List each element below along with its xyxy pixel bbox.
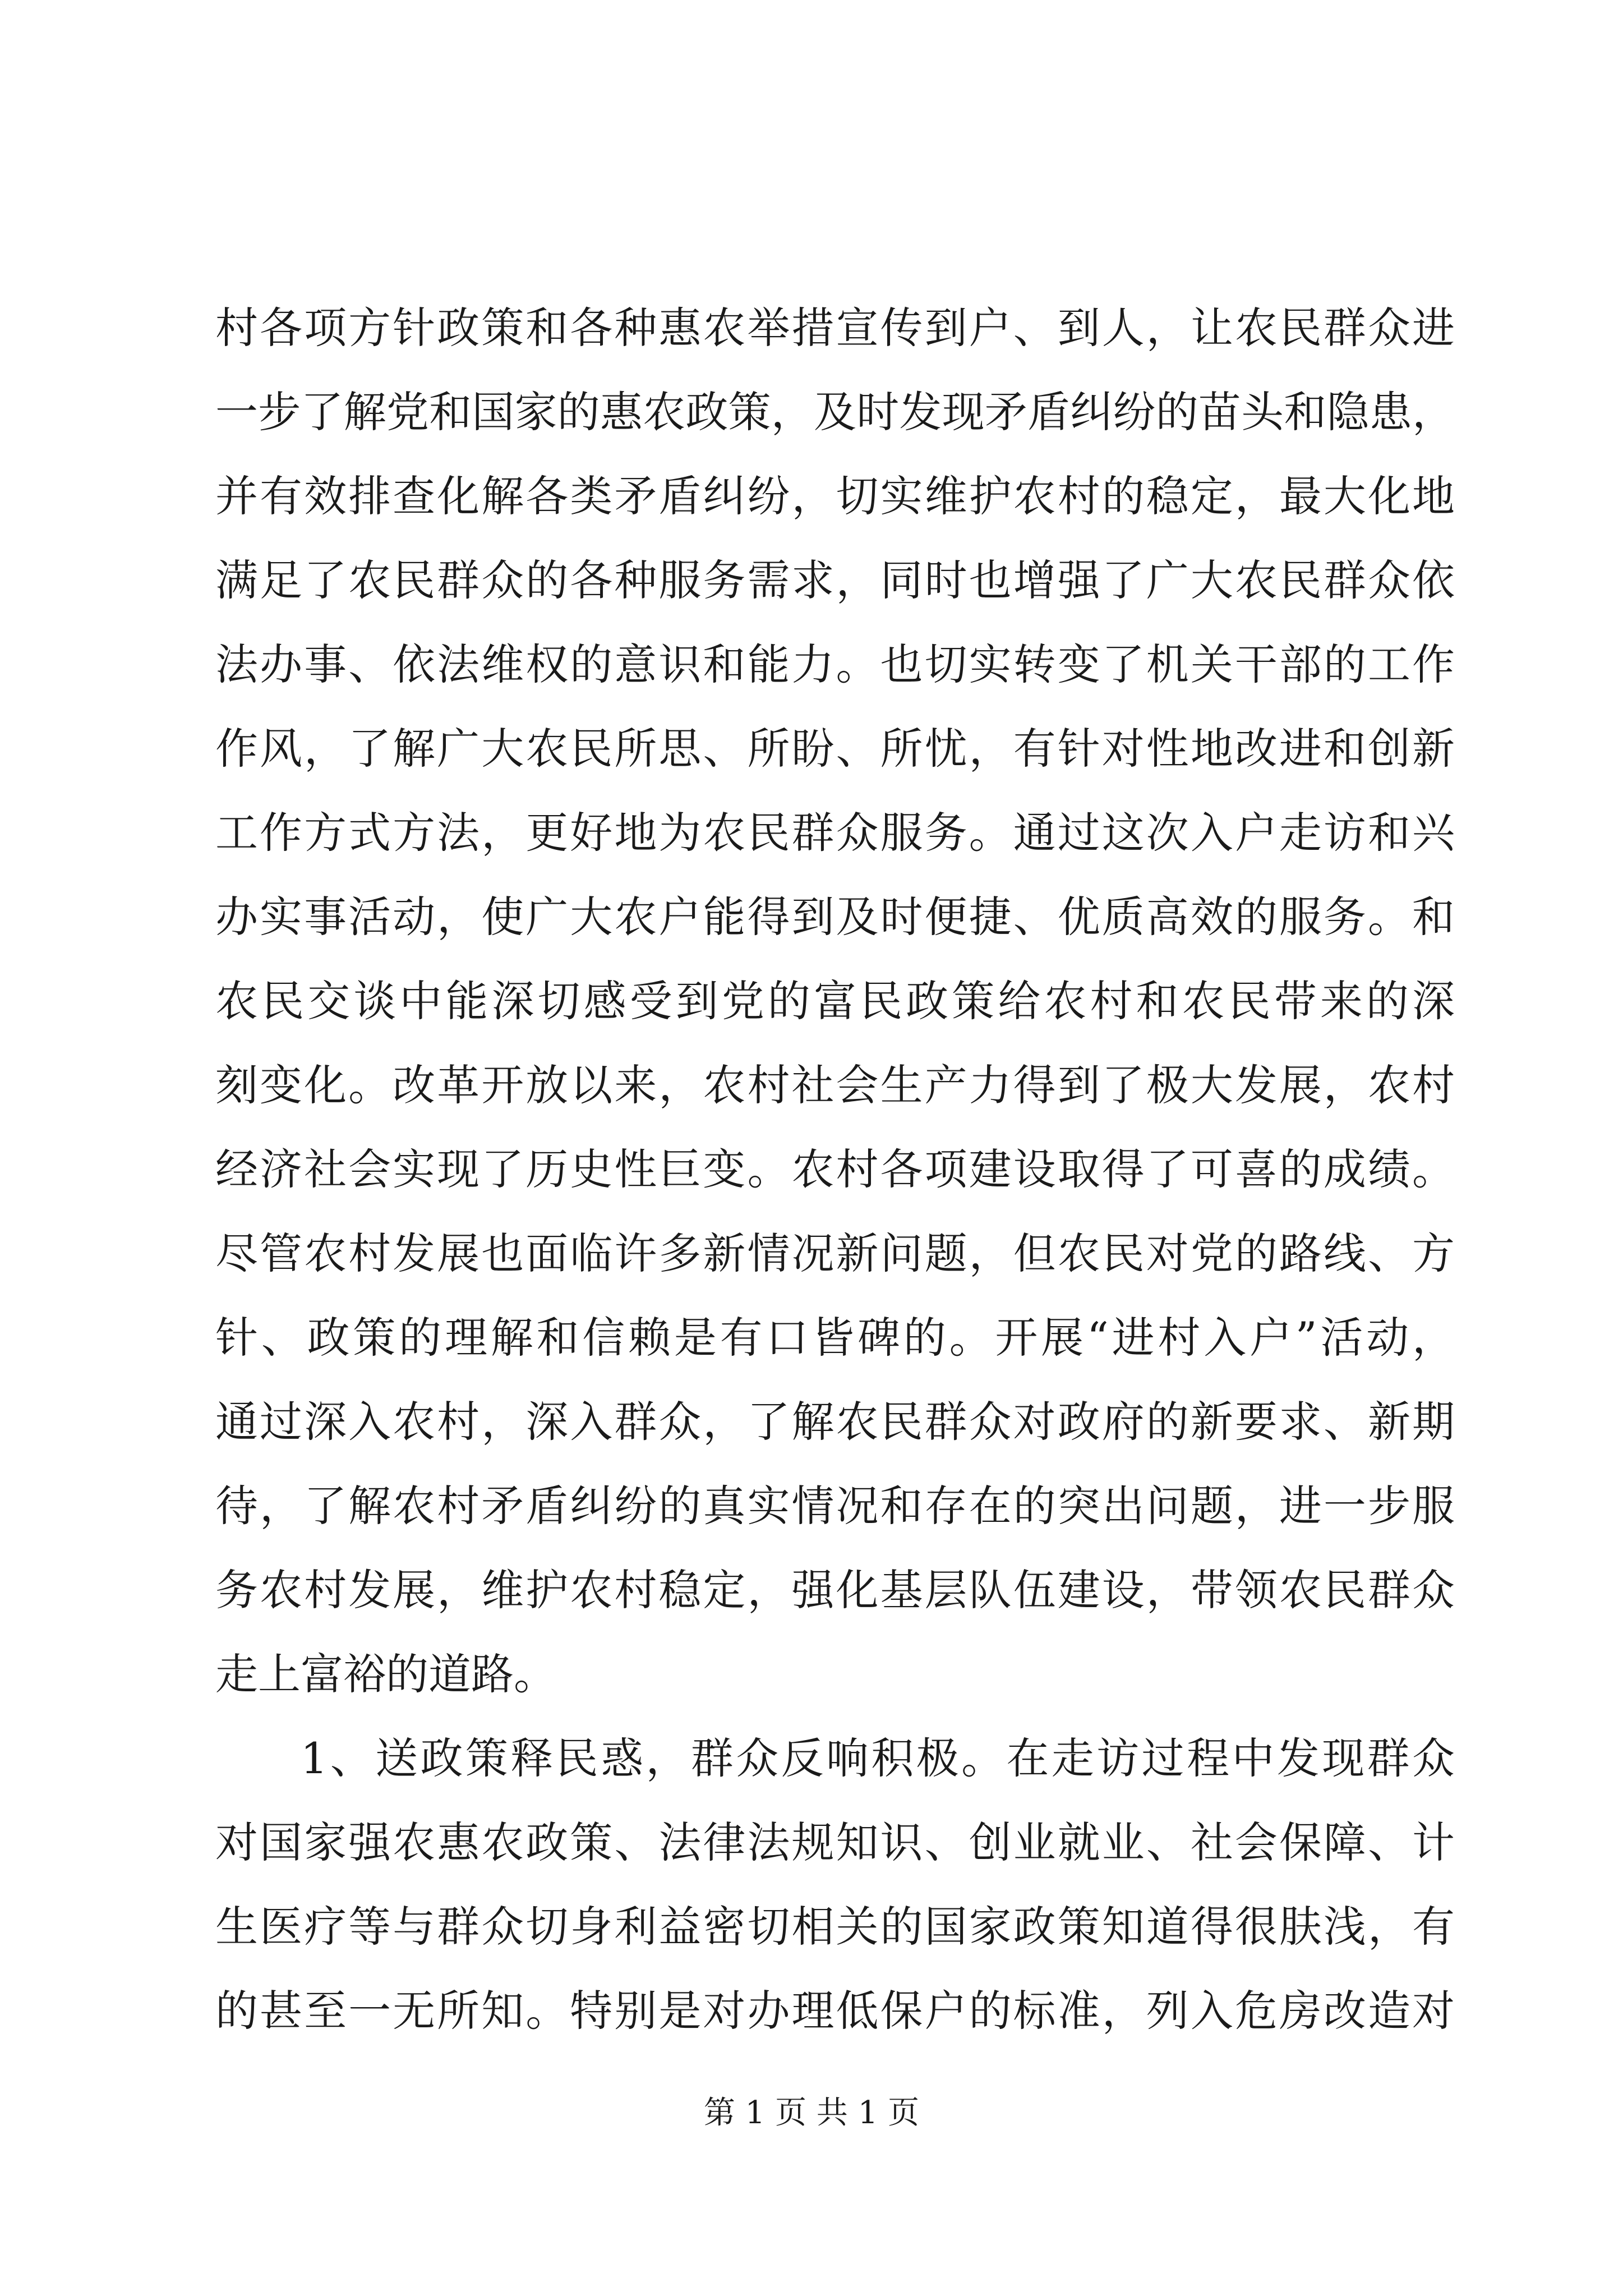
text-line: 通过深入农村，深入群众，了解农民群众对政府的新要求、新期 (215, 1397, 1455, 1447)
text-line: 村各项方针政策和各种惠农举措宣传到户、到人，让农民群众进 (215, 303, 1455, 353)
text-line: 尽管农村发展也面临许多新情况新问题，但农民对党的路线、方 (215, 1228, 1455, 1278)
text-line: 刻变化。改革开放以来，农村社会生产力得到了极大发展，农村 (215, 1060, 1455, 1110)
text-line: 经济社会实现了历史性巨变。农村各项建设取得了可喜的成绩。 (215, 1144, 1455, 1194)
text-line: 针、政策的理解和信赖是有口皆碑的。开展“进村入户”活动， (215, 1313, 1455, 1363)
text-line: 一步了解党和国家的惠农政策，及时发现矛盾纠纷的苗头和隐患， (215, 387, 1455, 437)
text-line: 办实事活动，使广大农户能得到及时便捷、优质高效的服务。和 (215, 892, 1455, 942)
page-number-footer: 第 1 页 共 1 页 (703, 2095, 920, 2131)
text-line: 工作方式方法，更好地为农民群众服务。通过这次入户走访和兴 (215, 808, 1455, 858)
text-line: 满足了农民群众的各种服务需求，同时也增强了广大农民群众依 (215, 555, 1455, 605)
text-line: 农民交谈中能深切感受到党的富民政策给农村和农民带来的深 (215, 976, 1455, 1026)
text-line: 走上富裕的道路。 (215, 1649, 556, 1699)
text-line: 作风，了解广大农民所思、所盼、所忧，有针对性地改进和创新 (215, 724, 1455, 774)
body-text (215, 286, 1455, 2053)
text-line: 待，了解农村矛盾纠纷的真实情况和存在的突出问题，进一步服 (215, 1481, 1455, 1531)
text-line: 生医疗等与群众切身利益密切相关的国家政策知道得很肤浅，有 (215, 1902, 1455, 1952)
text-line: 务农村发展，维护农村稳定，强化基层队伍建设，带领农民群众 (215, 1565, 1455, 1615)
text-line: 法办事、依法维权的意识和能力。也切实转变了机关干部的工作 (215, 639, 1455, 689)
text-line: 的甚至一无所知。特别是对办理低保户的标准，列入危房改造对 (215, 1986, 1455, 2036)
text-line: 1、送政策释民惑，群众反响积极。在走访过程中发现群众 (301, 1733, 1455, 1783)
text-line: 并有效排查化解各类矛盾纠纷，切实维护农村的稳定，最大化地 (215, 471, 1455, 521)
text-line: 对国家强农惠农政策、法律法规知识、创业就业、社会保障、计 (215, 1818, 1455, 1867)
